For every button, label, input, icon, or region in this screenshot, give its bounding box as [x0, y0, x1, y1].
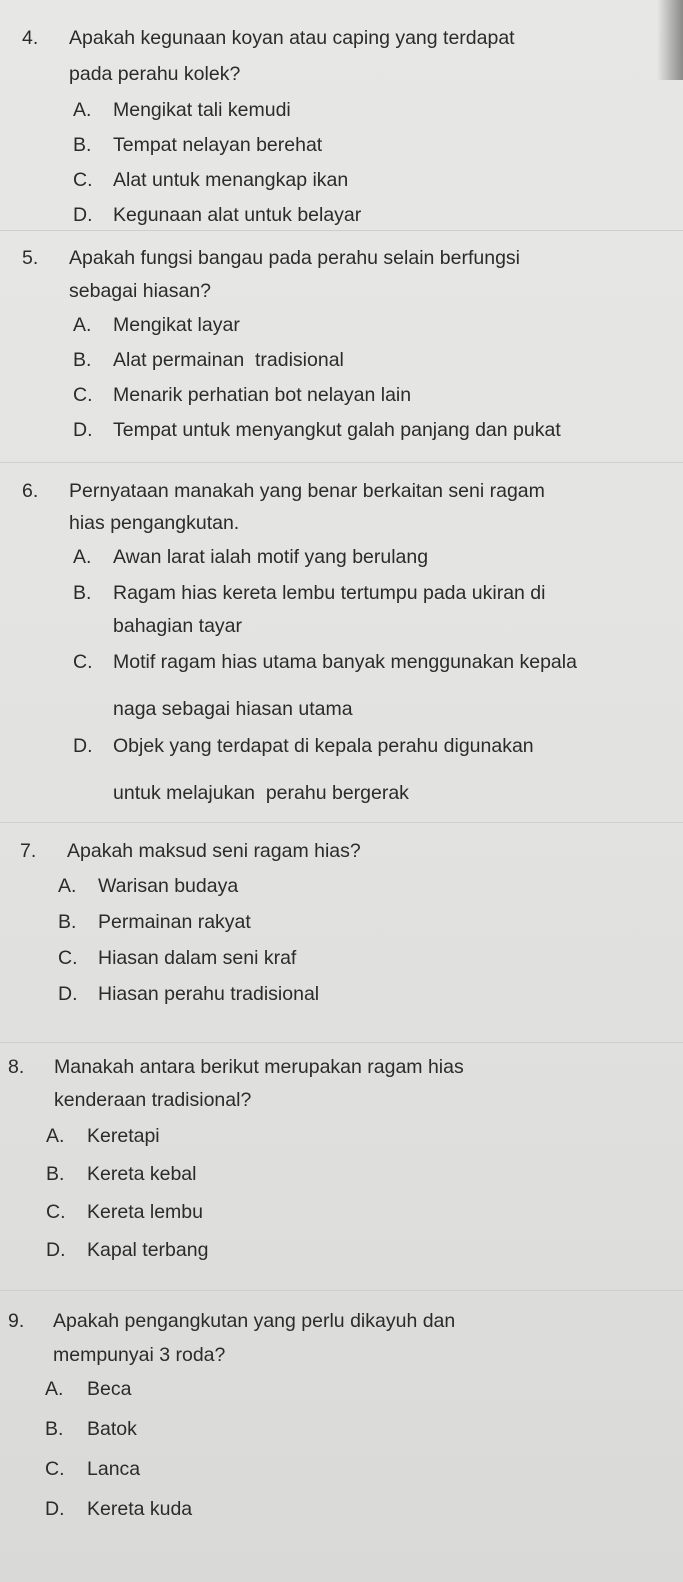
option-text: Alat untuk menangkap ikan [113, 169, 349, 191]
option-text: Kereta kuda [87, 1498, 193, 1520]
question-text-line: hias pengangkutan. [69, 512, 240, 534]
question-number: 9. [8, 1310, 25, 1332]
question-number: 7. [20, 840, 37, 862]
section-divider [0, 1290, 683, 1291]
option-text: Kegunaan alat untuk belayar [113, 204, 362, 226]
option-c[interactable] [58, 943, 683, 979]
option-text: Permainan rakyat [98, 911, 251, 933]
question-number: 8. [8, 1056, 25, 1078]
option-text: Ragam hias kereta lembu tertumpu pada ukiran di [113, 582, 546, 604]
question-text-line: Manakah antara berikut merupakan ragam hias [54, 1056, 464, 1078]
option-text: Tempat nelayan berehat [113, 134, 323, 156]
question-7 [0, 836, 683, 1015]
question-text-line: mempunyai 3 roda? [53, 1344, 226, 1366]
option-label: A. [73, 99, 92, 121]
question-text-line: pada perahu kolek? [69, 63, 241, 85]
option-b[interactable] [73, 578, 683, 647]
option-a[interactable] [46, 1121, 683, 1159]
question-stem [22, 243, 683, 310]
question-9 [0, 1306, 683, 1534]
option-b[interactable] [46, 1159, 683, 1197]
question-6 [0, 476, 683, 815]
question-stem [22, 23, 683, 95]
option-a[interactable] [45, 1374, 683, 1414]
option-label: B. [73, 582, 92, 604]
option-text: Kereta kebal [87, 1163, 197, 1185]
option-label: D. [45, 1498, 65, 1520]
option-text: naga sebagai hiasan utama [113, 698, 353, 720]
option-text: Menarik perhatian bot nelayan lain [113, 384, 412, 406]
option-text: Lanca [87, 1458, 141, 1480]
question-5 [0, 243, 683, 450]
option-text: Warisan budaya [98, 875, 239, 897]
option-label: D. [58, 983, 78, 1005]
section-divider [0, 1042, 683, 1043]
option-text: Awan larat ialah motif yang berulang [113, 546, 429, 568]
option-c[interactable] [73, 380, 683, 415]
section-divider [0, 462, 683, 463]
option-label: C. [73, 169, 93, 191]
option-text: Kapal terbang [87, 1239, 209, 1261]
option-d[interactable] [73, 415, 683, 450]
option-b[interactable] [58, 907, 683, 943]
section-divider [0, 230, 683, 231]
option-label: C. [46, 1201, 66, 1223]
option-label: C. [45, 1458, 65, 1480]
option-b[interactable] [73, 130, 683, 165]
option-label: A. [73, 546, 92, 568]
option-c[interactable] [45, 1454, 683, 1494]
option-b[interactable] [45, 1414, 683, 1454]
question-stem [8, 1052, 683, 1121]
option-text: Hiasan dalam seni kraf [98, 947, 297, 969]
option-text: untuk melajukan perahu bergerak [113, 782, 409, 804]
question-number: 4. [22, 27, 39, 49]
question-number: 6. [22, 480, 39, 502]
option-d[interactable] [45, 1494, 683, 1534]
option-a[interactable] [73, 542, 683, 578]
option-label: C. [58, 947, 78, 969]
question-4 [0, 23, 683, 235]
option-a[interactable] [73, 310, 683, 345]
option-text: Kereta lembu [87, 1201, 203, 1223]
section-divider [0, 822, 683, 823]
option-label: C. [73, 384, 93, 406]
option-text: Mengikat tali kemudi [113, 99, 291, 121]
option-text: Alat permainan tradisional [113, 349, 344, 371]
option-label: B. [73, 134, 92, 156]
option-text: Objek yang terdapat di kepala perahu digunakan [113, 735, 534, 757]
question-stem [8, 1306, 683, 1374]
option-text: Batok [87, 1418, 137, 1440]
option-label: B. [46, 1163, 65, 1185]
option-text: Beca [87, 1378, 132, 1400]
question-stem [22, 476, 683, 542]
option-label: D. [46, 1239, 66, 1261]
option-c[interactable] [73, 647, 683, 731]
option-text: Keretapi [87, 1125, 160, 1147]
option-d[interactable] [58, 979, 683, 1015]
question-text-line: kenderaan tradisional? [54, 1089, 252, 1111]
option-text: Hiasan perahu tradisional [98, 983, 320, 1005]
question-text-line: Apakah fungsi bangau pada perahu selain berfungsi [69, 247, 521, 269]
option-label: D. [73, 204, 93, 226]
question-8 [0, 1052, 683, 1273]
option-label: A. [73, 314, 92, 336]
option-text: Motif ragam hias utama banyak menggunakan kepala [113, 651, 577, 673]
option-c[interactable] [73, 165, 683, 200]
question-stem [20, 836, 683, 871]
question-text-line: Apakah maksud seni ragam hias? [67, 840, 361, 862]
option-label: A. [45, 1378, 64, 1400]
question-number: 5. [22, 247, 39, 269]
option-a[interactable] [58, 871, 683, 907]
option-text: Tempat untuk menyangkut galah panjang dan pukat [113, 419, 561, 441]
question-text-line: sebagai hiasan? [69, 280, 212, 302]
option-d[interactable] [73, 731, 683, 815]
option-text: Mengikat layar [113, 314, 240, 336]
option-a[interactable] [73, 95, 683, 130]
option-label: B. [45, 1418, 64, 1440]
option-label: B. [73, 349, 92, 371]
option-label: D. [73, 419, 93, 441]
option-d[interactable] [46, 1235, 683, 1273]
option-label: A. [46, 1125, 65, 1147]
question-text-line: Pernyataan manakah yang benar berkaitan seni ragam [69, 480, 545, 502]
option-c[interactable] [46, 1197, 683, 1235]
question-text-line: Apakah kegunaan koyan atau caping yang terdapat [69, 27, 515, 49]
option-label: C. [73, 651, 93, 673]
option-label: D. [73, 735, 93, 757]
option-label: B. [58, 911, 77, 933]
option-text: bahagian tayar [113, 615, 243, 637]
question-text-line: Apakah pengangkutan yang perlu dikayuh dan [53, 1310, 456, 1332]
option-label: A. [58, 875, 77, 897]
option-b[interactable] [73, 345, 683, 380]
